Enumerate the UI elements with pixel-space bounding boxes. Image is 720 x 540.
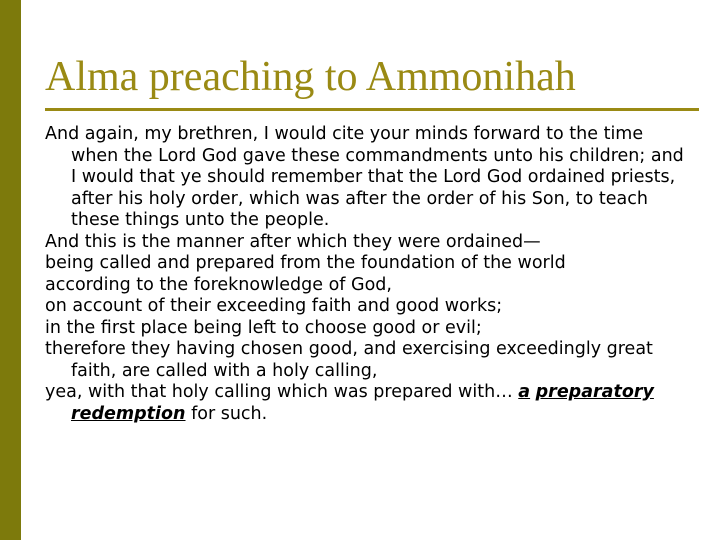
line-faith-works: on account of their exceeding faith and good works; xyxy=(45,296,503,316)
line-foreknowledge: according to the foreknowledge of God, xyxy=(45,274,392,295)
slide-body xyxy=(45,124,685,425)
slide-title: Alma preaching to Ammonihah xyxy=(45,54,576,100)
paragraph-chosen-good: therefore they having chosen good, and exercising exceedingly great faith, are called with a holy calling, xyxy=(45,339,653,381)
left-accent-bar xyxy=(0,0,21,540)
paragraph-holy-calling xyxy=(45,382,685,425)
line-ordained: And this is the manner after which they were ordained— xyxy=(45,231,541,252)
holy-calling-prefix: yea, with that holy calling which was prepared with… xyxy=(45,382,519,402)
holy-calling-suffix: for such. xyxy=(185,403,268,424)
line-called-prepared: being called and prepared from the foundation of the world xyxy=(45,253,566,273)
line-choose: in the first place being left to choose good or evil; xyxy=(45,317,482,338)
paragraph-intro: And again, my brethren, I would cite your minds forward to the time when the Lord God gave these commandments unto his children; and I would that ye should remember that the Lord God ordained priests, after his holy order, which was after the order of his Son, to teach these things unto the people. xyxy=(45,124,684,230)
emphasis-preparatory-redemption: preparatory redemption xyxy=(71,382,654,424)
title-underline xyxy=(45,108,699,111)
emphasis-a: a xyxy=(518,382,531,402)
